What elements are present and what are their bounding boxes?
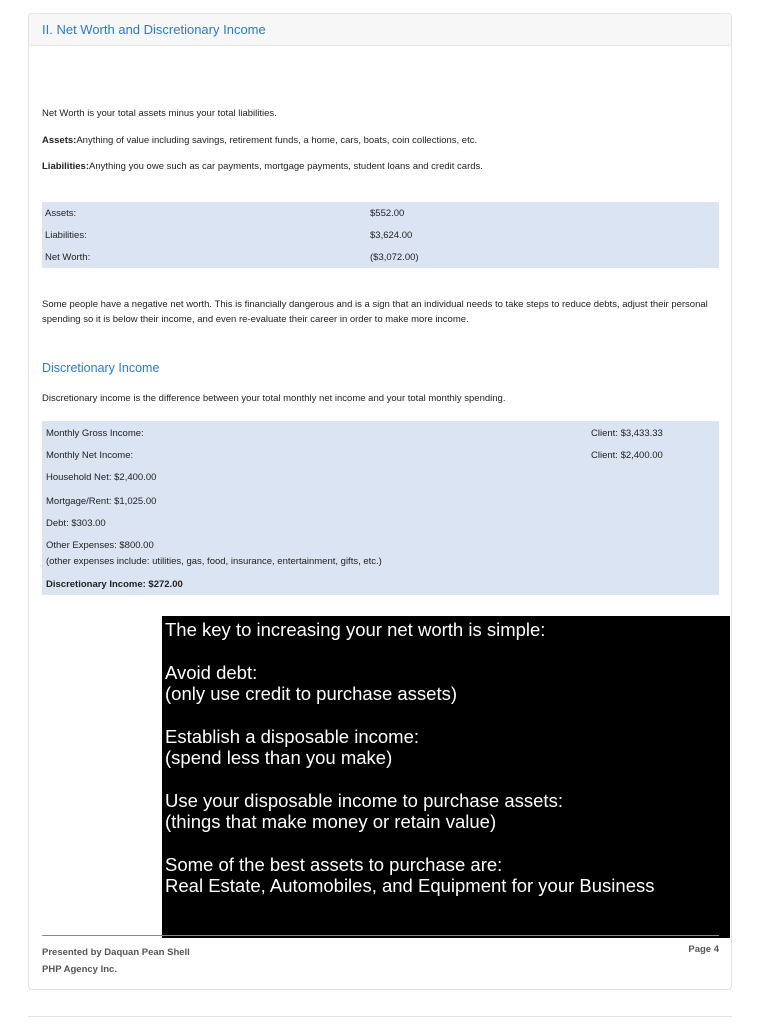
callout-disposable-income-note: (spend less than you make) [165, 747, 393, 768]
discretionary-description: Discretionary income is the difference between your total monthly net income and your total monthly spending. [42, 393, 506, 404]
assets-row-label: Assets: [45, 207, 77, 219]
assets-label: Assets: [42, 135, 77, 146]
discretionary-table [42, 421, 719, 595]
assets-definition [42, 133, 477, 148]
footer-divider [42, 935, 719, 936]
discretionary-heading: Discretionary Income [42, 361, 160, 375]
liabilities-text: Anything you owe such as car payments, mortgage payments, student loans and credit cards. [88, 161, 483, 172]
callout-avoid-debt-note: (only use credit to purchase assets) [165, 683, 458, 704]
section-title: II. Net Worth and Discretionary Income [42, 22, 266, 37]
other-expenses-note: (other expenses include: utilities, gas, food, insurance, entertainment, gifts, etc.) [46, 556, 382, 567]
household-net: Household Net: $2,400.00 [46, 472, 157, 483]
section-header [29, 14, 731, 46]
discretionary-income-total: Discretionary Income: $272.00 [46, 579, 183, 590]
mortgage-rent: Mortgage/Rent: $1,025.00 [46, 496, 157, 507]
table-row [42, 202, 719, 224]
gross-income-value: Client: $3,433.33 [591, 428, 663, 439]
presented-by: Presented by Daquan Pean Shell [42, 947, 190, 958]
net-income-value: Client: $2,400.00 [591, 450, 663, 461]
assets-row-value: $552.00 [370, 207, 405, 219]
liabilities-label: Liabilities: [42, 161, 89, 172]
liabilities-row-value: $3,624.00 [370, 229, 413, 241]
callout-disposable-income: Establish a disposable income: [165, 726, 420, 747]
callout-best-assets-list: Real Estate, Automobiles, and Equipment for your Business [165, 875, 655, 896]
agency-name: PHP Agency Inc. [42, 964, 117, 975]
debt: Debt: $303.00 [46, 518, 106, 529]
table-row [42, 224, 719, 246]
other-expenses: Other Expenses: $800.00 [46, 540, 154, 551]
liabilities-row-label: Liabilities: [45, 229, 87, 241]
callout-best-assets: Some of the best assets to purchase are: [165, 854, 503, 875]
table-row [42, 246, 719, 268]
report-page [28, 13, 732, 990]
net-income-label: Monthly Net Income: [46, 450, 134, 461]
callout-purchase-assets: Use your disposable income to purchase assets: [165, 790, 563, 811]
liabilities-definition [42, 159, 483, 174]
key-advice-callout [162, 616, 730, 938]
callout-purchase-assets-note: (things that make money or retain value) [165, 811, 497, 832]
gross-income-label: Monthly Gross Income: [46, 428, 144, 439]
net-worth-row-label: Net Worth: [45, 251, 91, 263]
net-worth-row-value: ($3,072.00) [370, 251, 419, 263]
page-number: Page 4 [688, 944, 719, 955]
callout-heading: The key to increasing your net worth is simple: [165, 619, 546, 640]
page-separator [28, 1016, 732, 1017]
net-worth-table [42, 202, 719, 268]
net-worth-definition: Net Worth is your total assets minus your total liabilities. [42, 108, 277, 119]
negative-net-worth-note: Some people have a negative net worth. This is financially dangerous and is a sign that an individual needs to take steps to reduce debts, adjust their personal spending so it is below their income, and even re-evaluate their career in order to make more income. [42, 299, 708, 325]
assets-text: Anything of value including savings, retirement funds, a home, cars, boats, coin collections, etc. [76, 135, 478, 146]
footer-presenter [42, 944, 190, 978]
callout-avoid-debt: Avoid debt: [165, 662, 258, 683]
